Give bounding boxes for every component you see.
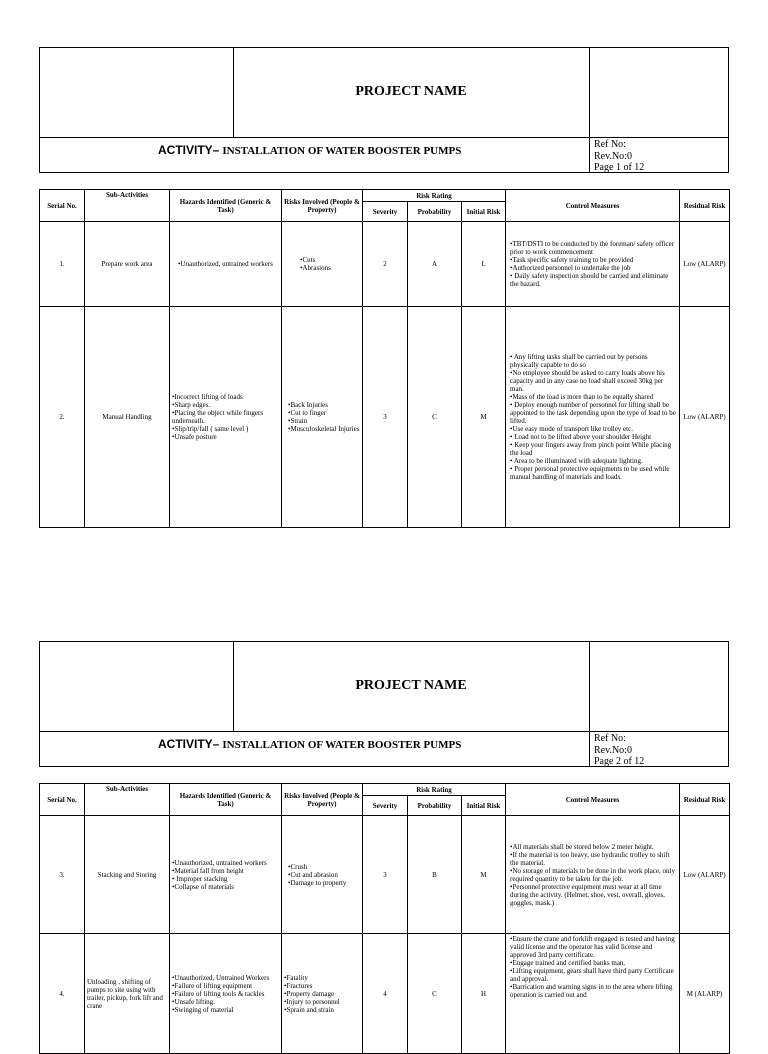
severity-cell: 2 <box>363 222 408 307</box>
serial-cell: 4. <box>40 934 85 1054</box>
header-risk-rating: Risk Rating <box>363 190 506 202</box>
sub-activity-cell: Manual Handling <box>85 307 170 528</box>
risks-cell <box>282 816 363 934</box>
risk-item: • Abrasions <box>300 264 360 272</box>
hazard-item: • Sharp edges. <box>172 401 279 409</box>
control-item: • Task specific safety training to be provided <box>510 256 677 264</box>
hazard-item: • Unauthorized, untrained workers <box>172 859 279 867</box>
probability-cell: C <box>408 934 462 1054</box>
risks-cell <box>282 934 363 1054</box>
header-probability: Probability <box>408 202 462 222</box>
risk-item: • Musculoskeletal Injuries <box>288 425 360 433</box>
control-item: • TBT/DSTI to be conducted by the foreman/ safety officer prior to work commencement <box>510 240 677 256</box>
header-sub-activities: Sub-Activities <box>85 784 170 816</box>
risk-item: • Crush <box>288 863 360 871</box>
hazard-item: • Unsafe lifting. <box>172 998 279 1006</box>
page-number: Page 2 of 12 <box>594 756 645 767</box>
table-row <box>40 934 730 1054</box>
control-measures-cell <box>506 816 680 934</box>
rev-no: Rev.No:0 <box>594 744 632 756</box>
hazard-item: • Slip/trip/fall ( same level ) <box>172 425 279 433</box>
control-item: • Daily safety inspection should be carried and eliminate the hazard. <box>510 272 677 288</box>
hazard-item: • Swinging of material <box>172 1006 279 1014</box>
sub-activity-cell: Prepare work area <box>85 222 170 307</box>
header-risks: Risks Involved (People & Property) <box>282 784 363 816</box>
residual-risk-cell: M (ALARP) <box>680 934 730 1054</box>
control-item: • Keep your fingers away from pinch point While placing the load <box>510 441 677 457</box>
hazard-item: • Unsafe posture <box>172 433 279 441</box>
table-row <box>40 222 730 307</box>
hazard-item: • Collapse of materials <box>172 883 279 891</box>
risk-item: • Fractures <box>284 982 360 990</box>
control-item: • If the material is too heavy, use hydraulic trolley to shift the material. <box>510 851 677 867</box>
sub-activity-cell: Unloading , shifting of pumps to site using with trailer, pickup, fork lift and crane <box>85 934 170 1054</box>
header-serial: Serial No. <box>40 190 85 222</box>
risks-cell <box>282 307 363 528</box>
table-row <box>40 816 730 934</box>
header-risk-rating: Risk Rating <box>363 784 506 796</box>
initial-risk-cell: H <box>462 934 506 1054</box>
header-residual-risk: Residual Risk <box>680 190 730 222</box>
hazards-cell <box>170 816 282 934</box>
severity-cell: 4 <box>363 934 408 1054</box>
hazard-item: • Improper stacking <box>172 875 279 883</box>
initial-risk-cell: M <box>462 307 506 528</box>
project-name: PROJECT NAME <box>355 678 467 693</box>
header-sub-activities: Sub-Activities <box>85 190 170 222</box>
header-initial-risk: Initial Risk <box>462 202 506 222</box>
activity-prefix: ACTIVITY– <box>158 143 220 157</box>
header-probability: Probability <box>408 796 462 816</box>
hazard-item: • Unauthorized, untrained workers <box>172 260 279 268</box>
control-item: • All materials shall be stored below 2 meter height. <box>510 843 677 851</box>
hazard-item: • Placing the object while fingers underneath. <box>172 409 279 425</box>
risk-item: • Cuts <box>300 256 360 264</box>
header-residual-risk: Residual Risk <box>680 784 730 816</box>
control-measures-cell <box>506 307 680 528</box>
probability-cell: B <box>408 816 462 934</box>
header-severity: Severity <box>363 202 408 222</box>
page-2-header <box>39 641 729 767</box>
serial-cell: 3. <box>40 816 85 934</box>
risk-item: • Cut and abrasion <box>288 871 360 879</box>
control-item: • Ensure the crane and forklift engaged is tested and having valid license and the operator has valid license and approved 3rd party certificate. <box>510 935 677 959</box>
control-measures-cell <box>506 934 680 1054</box>
control-item: • Proper personal protective equipments to be used while manual handling of materials and loads. <box>510 465 677 481</box>
risks-cell <box>282 222 363 307</box>
control-item: • Authorized personnel to undertake the job <box>510 264 677 272</box>
header-initial-risk: Initial Risk <box>462 796 506 816</box>
risk-item: • Damage to property <box>288 879 360 887</box>
activity-name: INSTALLATION OF WATER BOOSTER PUMPS <box>222 145 462 157</box>
risk-table-page-1 <box>39 189 730 528</box>
risk-item: • Strain <box>288 417 360 425</box>
control-item: • Deploy enough number of personnel for lifting shall be appointed to the task depending upon the type of load to be lifted. <box>510 401 677 425</box>
activity-title <box>158 737 461 752</box>
initial-risk-cell: L <box>462 222 506 307</box>
activity-title <box>158 143 461 158</box>
control-item: • Mass of the load is more than to be equally shared <box>510 393 677 401</box>
document-ref <box>594 139 644 174</box>
control-item: • Use easy mode of transport like trolley etc. <box>510 425 677 433</box>
control-item: • Engage trained and certified banks man. <box>510 959 677 967</box>
serial-cell: 1. <box>40 222 85 307</box>
hazards-cell <box>170 934 282 1054</box>
initial-risk-cell: M <box>462 816 506 934</box>
risk-item: • Fatality <box>284 974 360 982</box>
control-item: • Lifting equipment, gears shall have third party Certificate and approval. <box>510 967 677 983</box>
control-item: • Load not to be lifted above your shoulder Height <box>510 433 677 441</box>
header-hazards: Hazards Identified (Generic & Task) <box>170 784 282 816</box>
ref-no: Ref No: <box>594 733 626 744</box>
severity-cell: 3 <box>363 816 408 934</box>
risk-item: • Sprain and strain <box>284 1006 360 1014</box>
control-item: • Personnel protective equipment must wear at all time during the activity. (Helmet, shoe, vest, overall, gloves, goggles, mask.) <box>510 883 677 907</box>
activity-prefix: ACTIVITY– <box>158 737 220 751</box>
control-item: • No employee should be asked to carry loads above his capacity and in any case no load shall exceed 30kg per man. <box>510 369 677 393</box>
hazards-cell <box>170 222 282 307</box>
residual-risk-cell: Low (ALARP) <box>680 307 730 528</box>
header-control-measures: Control Measures <box>506 190 680 222</box>
risk-item: • Property damage <box>284 990 360 998</box>
document-ref <box>594 733 644 768</box>
risk-item: • Cut to finger <box>288 409 360 417</box>
control-item: • Any lifting tasks shall be carried out by persons physically capable to do so <box>510 353 677 369</box>
control-item: • Barrication and warning signs in to the area where lifting operation is carried out and <box>510 983 677 999</box>
residual-risk-cell: Low (ALARP) <box>680 222 730 307</box>
ref-no: Ref No: <box>594 139 626 150</box>
probability-cell: C <box>408 307 462 528</box>
risk-table-page-2 <box>39 783 730 1054</box>
hazard-item: • Unauthorized, Untrained Workers <box>172 974 279 982</box>
sub-activity-cell: Stacking and Storing <box>85 816 170 934</box>
project-name: PROJECT NAME <box>355 84 467 99</box>
rev-no: Rev.No:0 <box>594 150 632 162</box>
activity-name: INSTALLATION OF WATER BOOSTER PUMPS <box>222 739 462 751</box>
header-risks: Risks Involved (People & Property) <box>282 190 363 222</box>
hazard-item: • Material fall from height <box>172 867 279 875</box>
header-serial: Serial No. <box>40 784 85 816</box>
page-number: Page 1 of 12 <box>594 162 645 173</box>
header-control-measures: Control Measures <box>506 784 680 816</box>
probability-cell: A <box>408 222 462 307</box>
page-1-header <box>39 47 729 173</box>
residual-risk-cell: Low (ALARP) <box>680 816 730 934</box>
table-row <box>40 307 730 528</box>
hazard-item: • Incorrect lifting of loads <box>172 393 279 401</box>
header-hazards: Hazards Identified (Generic & Task) <box>170 190 282 222</box>
severity-cell: 3 <box>363 307 408 528</box>
serial-cell: 2. <box>40 307 85 528</box>
hazard-item: • Failure of lifting equipment <box>172 982 279 990</box>
control-item: • No storage of materials to be done in the work place, only required quantity to be taken for the job. <box>510 867 677 883</box>
control-item: • Area to be illuminated with adequate lighting. <box>510 457 677 465</box>
hazards-cell <box>170 307 282 528</box>
risk-item: • Injury to personnel <box>284 998 360 1006</box>
header-severity: Severity <box>363 796 408 816</box>
hazard-item: • Failure of lifting tools & tackles <box>172 990 279 998</box>
risk-item: • Back Injuries <box>288 401 360 409</box>
control-measures-cell <box>506 222 680 307</box>
